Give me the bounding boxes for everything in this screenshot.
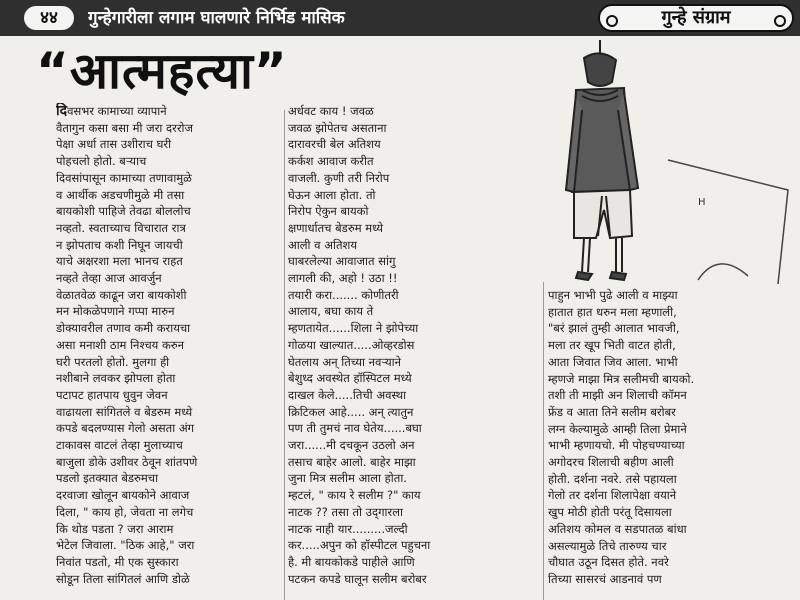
- column-line: पटापट हातपाय धुवुन जेवन: [56, 387, 168, 402]
- column-line: कि थोड पडता ? जरा आराम: [56, 521, 174, 536]
- column-line: म्हटलं, " काय रे सलीम ?" काय: [288, 488, 421, 503]
- column-line: गेलो तर दर्शना शिलापेक्षा वयाने: [548, 488, 677, 503]
- column-line: नशीबाने लवकर झोपला होता: [56, 371, 176, 386]
- column-line: मला तर खूप भिती वाटत होती,: [548, 338, 676, 353]
- column-line: व आर्थीक अडचणीमुळे मी तसा: [56, 187, 185, 202]
- brand-name: गुन्हे संग्राम: [661, 7, 731, 28]
- column-line: घरी परतलो होतो. मुलगा ही: [56, 354, 170, 369]
- column-line: चौघात उठून दिसत होते. नवरे: [548, 555, 669, 570]
- hanging-figure-icon: [548, 40, 796, 284]
- column-line: तशी ती माझी अन शिलाची कॉमन: [548, 388, 687, 403]
- column-line: लग्न केल्यामुळे आम्ही तिला प्रेमाने: [548, 421, 687, 436]
- column-line: असल्यामुळे तिचे तारुण्य चार: [548, 538, 667, 553]
- column-line: पण ती तुमचं नाव घेतेय......बघा: [288, 421, 422, 436]
- column-line: तसाच बाहेर आलो. बाहेर माझा: [288, 454, 416, 469]
- column-line: अर्धवट काय ! जवळ: [288, 104, 374, 118]
- column-line: नव्हते तेव्हा आज आवर्जुन: [56, 271, 162, 286]
- column-divider: [284, 110, 285, 600]
- column-line: कर.....अपुन को हॉस्पीटल पहुचना: [288, 538, 431, 553]
- column-line: क्षणार्धातच बेडरुम मध्ये: [288, 220, 384, 235]
- column-line: होती. दर्शना नवरे. तसे पहायला: [548, 471, 677, 486]
- masthead-band: [0, 0, 800, 36]
- column-line: म्हणतायेत......शिला ने झोपेच्या: [288, 321, 419, 336]
- article-title: “आत्महत्या”: [36, 42, 288, 100]
- column-line: जरा......मी दचकून उठलो अन: [288, 438, 415, 453]
- column-line: पेक्षा अर्धा तास उशीराच घरी: [56, 137, 172, 152]
- column-line: है. मी बायकोकडे पाहीले आणि: [288, 554, 415, 569]
- column-line: पडलो इतक्यात बेडरुमचा: [56, 471, 159, 486]
- column-line: न झोपताच कशी निघून जायची: [56, 237, 183, 252]
- column-line: टाकावस वाटलं तेव्हा मुलाच्याच: [56, 438, 183, 453]
- column-line: दिवसांपासून कामाच्या तणावामुळे: [56, 170, 192, 185]
- column-line: हातात हात धरुन मला म्हणाली,: [548, 304, 677, 319]
- column-line: पाहुन भाभी पुढे आली व माझ्या: [548, 288, 678, 302]
- column-line: मन मोकळेपणाने गप्पा मारुन: [56, 304, 175, 319]
- column-line: दाखल केले.....तिची अवस्था: [288, 387, 407, 402]
- column-line: भाभी म्हणायचो. मी पोहचण्याच्या: [548, 438, 685, 453]
- column-line: खुप मोठी होती परंतू दिसायला: [548, 505, 672, 520]
- illustrator-signature: H: [698, 197, 706, 208]
- column-line: अगोदरच शिलाची बहीण आली: [548, 455, 674, 470]
- column-line: भेटेल जिवाला. "ठिक आहे," जरा: [56, 538, 195, 553]
- page-number: ४४: [24, 6, 74, 30]
- column-line: घेतलाय अन् तिच्या नवऱ्याने: [288, 354, 402, 369]
- column-line: पोहचलो होतो. बऱ्याच: [56, 154, 147, 169]
- column-line: वाढायला सांगितले व बेडरुम मध्ये: [56, 404, 193, 419]
- column-line: असा मनाशी ठाम निश्चय करुन: [56, 337, 185, 352]
- magazine-tagline: गुन्हेगारीला लगाम घालणारे निर्भिड मासिक: [88, 8, 345, 28]
- column-line: निवांत पडतो, मी एक सुस्कारा: [56, 554, 179, 569]
- article-column-3: [548, 287, 794, 600]
- column-line: वाजली. कुणी तरी निरोप: [288, 170, 390, 185]
- column-line: दारावरची बेल अतिशय: [288, 137, 381, 152]
- article-column-1: [56, 103, 280, 600]
- brand-left-ornament-icon: [606, 15, 618, 27]
- column-line: कपडे बदलण्यास गेलो असता अंग: [56, 421, 195, 436]
- column-line: आलाय, बघा काय ते: [288, 304, 374, 319]
- column-line: अतिशय कोमल व सडपातळ बांधा: [548, 521, 687, 536]
- column-line: क्रिटिकल आहे..... अन् त्यातुन: [288, 404, 414, 419]
- column-line: वेळातवेळ काढून जरा बायकोशी: [56, 287, 187, 302]
- column-line: बायकोशी पाहिजे तेवढा बोललोच: [56, 204, 191, 219]
- column-line: वैतागुन कसा बसा मी जरा दररोज: [56, 120, 194, 135]
- column-line: दरवाजा खोलून बायकोने आवाज: [56, 488, 190, 503]
- column-line: गोळया खाल्यात.....ओव्हरडोस: [288, 337, 415, 352]
- column-line: नव्हतो. स्वताच्याच विचारात रात्र: [56, 220, 186, 235]
- column-line: जुना मित्र सलीम आला होता.: [288, 471, 407, 486]
- article-column-2: [288, 103, 536, 600]
- column-line: आता जिवात जिव आला. भाभी: [548, 354, 678, 369]
- column-line: बेशुध्द अवस्थेत हॉस्पिटल मध्ये: [288, 371, 412, 386]
- column-line: जवळ झोपेतच असताना: [288, 120, 387, 135]
- column-line: नाटक नाही यार.........जल्दी: [288, 521, 408, 536]
- column-line: "बरं झालं तुम्ही आलात भावजी,: [548, 321, 680, 336]
- column-line: दिला, " काय हो, जेवता ना लगेच: [56, 504, 194, 519]
- column-line: म्हणजे माझा मित्र सलीमची बायको.: [548, 371, 695, 386]
- column-line: तिच्या सासरचं आडनावं पण: [548, 571, 662, 586]
- column-line: कर्कश आवाज करीत: [288, 154, 374, 169]
- column-line: लागली की, अहो ! उठा !!: [288, 271, 398, 286]
- column-line: सोडून तिला सांगितलं आणि डोळे: [56, 571, 190, 586]
- column-line: याचे अक्षरशा मला भानच राहत: [56, 254, 183, 269]
- column-line: डोक्यावरील तणाव कमी करायचा: [56, 321, 191, 336]
- magazine-brand: [598, 4, 794, 32]
- column-line: घाबरलेल्या आवाजात सांगु: [288, 254, 396, 269]
- column-line: बाजुला डोके उशीवर ठेवून शांतपणे: [56, 454, 198, 469]
- column-line: नाटक ?? तसा तो उद्‌गारला: [288, 504, 403, 519]
- column-line: फ्रेंड व आता तिने सलीम बरोबर: [548, 404, 676, 419]
- brand-right-ornament-icon: [774, 15, 786, 27]
- column-line: निरोप ऐकुन बायको: [288, 204, 369, 219]
- column-line: तयारी करा....... कोणीतरी: [288, 287, 399, 302]
- column-line: दिवसभर कामाच्या व्यापाने: [56, 103, 167, 119]
- drop-cap: दि: [56, 103, 68, 119]
- column-line: पटकन कपडे घालून सलीम बरोबर: [288, 571, 427, 586]
- column-line: घेऊन आला होता. तो: [288, 187, 376, 202]
- column-line: आली व अतिशय: [288, 237, 358, 252]
- column-divider: [543, 282, 544, 600]
